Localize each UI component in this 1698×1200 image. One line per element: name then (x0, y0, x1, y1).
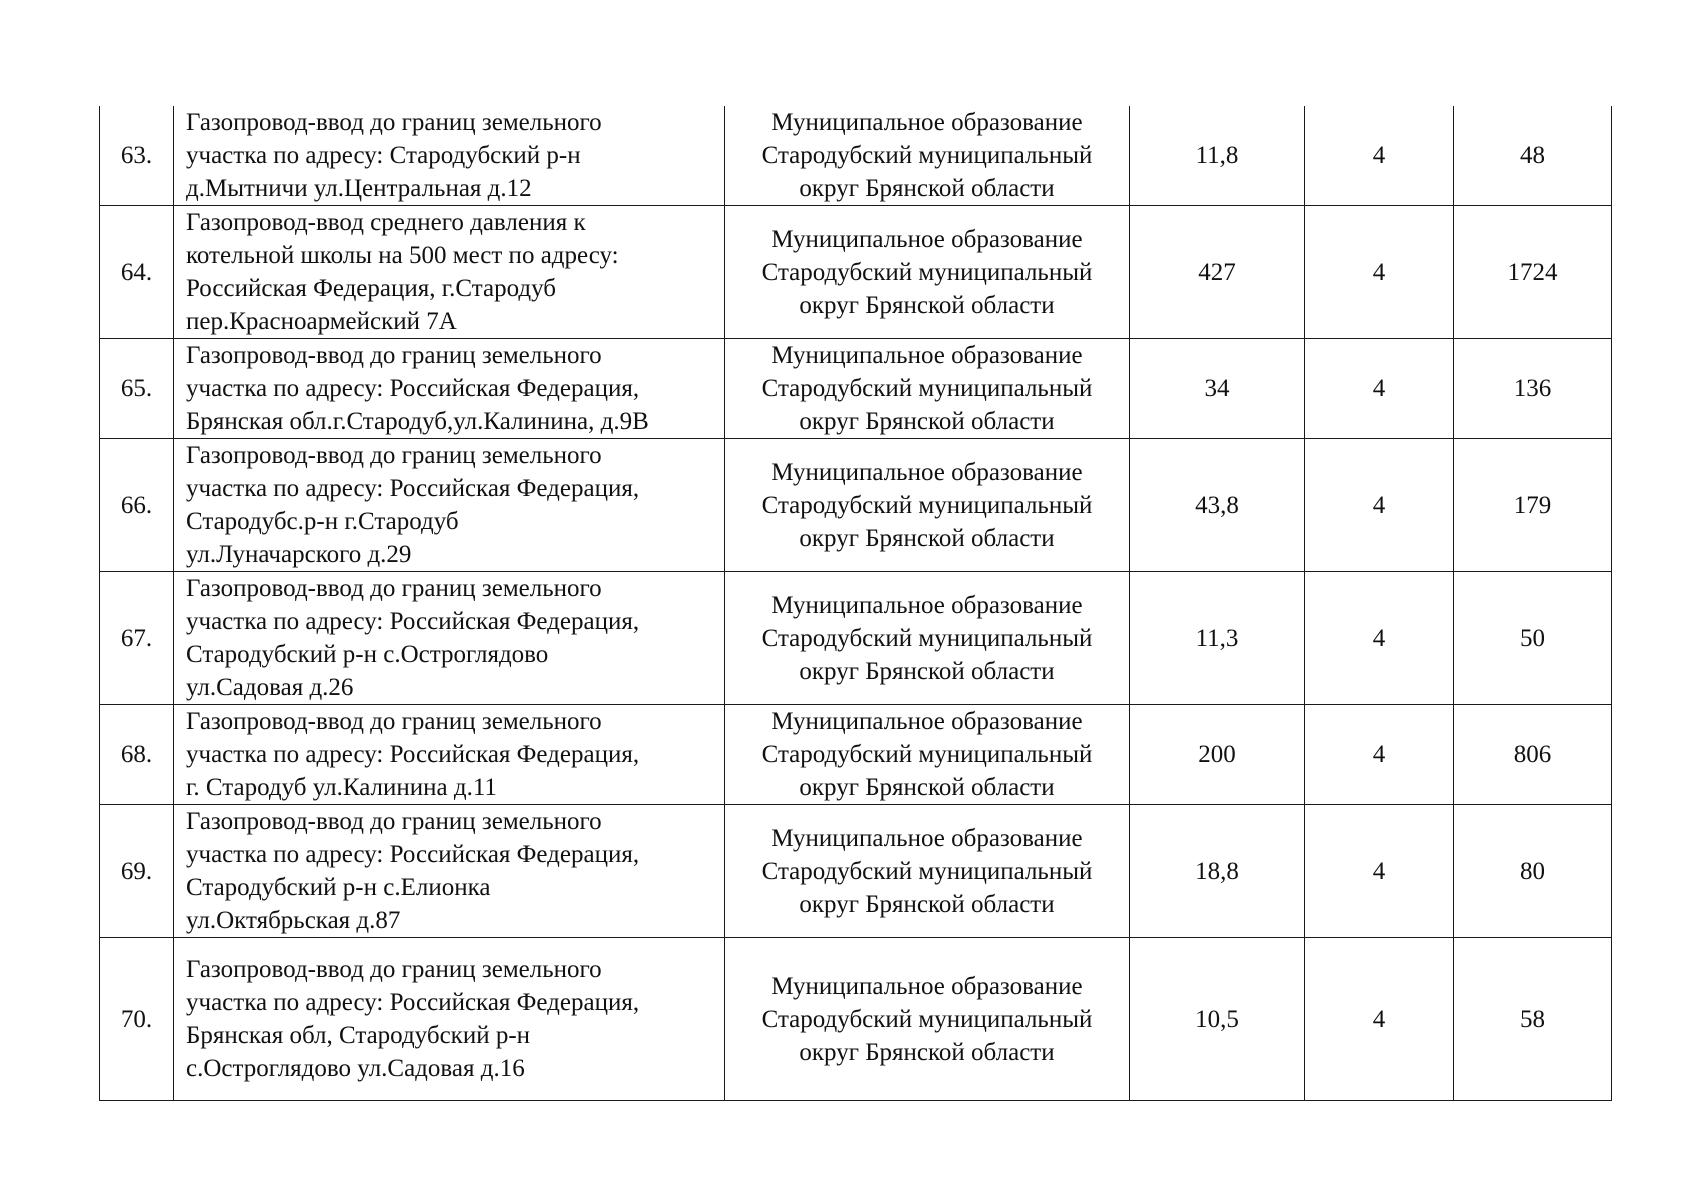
description-line: ул.Луначарского д.29 (186, 541, 412, 568)
description-line: участка по адресу: Стародубский р-н (186, 142, 581, 169)
table-row (100, 439, 1612, 572)
description-line: д.Мытничи ул.Центральная д.12 (186, 175, 532, 202)
owner-line: округ Брянской области (799, 1038, 1055, 1066)
owner-cell (725, 938, 1130, 1101)
total-cell: 80 (1454, 805, 1612, 938)
length-cell: 18,8 (1130, 805, 1305, 938)
table-row (100, 572, 1612, 705)
length-cell: 200 (1130, 705, 1305, 805)
description-line: котельной школы на 500 мест по адресу: (186, 242, 619, 269)
row-number: 65. (100, 339, 174, 439)
description-line: Брянская обл.г.Стародуб,ул.Калинина, д.9В (186, 408, 649, 435)
description-line: Газопровод-ввод до границ земельного (186, 109, 602, 136)
table-row (100, 206, 1612, 339)
description-line: Стародубский р-н с.Елионка (186, 874, 491, 901)
rate-cell: 4 (1305, 705, 1454, 805)
length-cell: 11,3 (1130, 572, 1305, 705)
table-body (100, 106, 1612, 1101)
owner-line: округ Брянской области (799, 408, 1055, 435)
total-cell: 58 (1454, 938, 1612, 1101)
length-cell: 10,5 (1130, 938, 1305, 1101)
owner-line: Стародубский муниципальный (761, 258, 1093, 286)
total-cell: 806 (1454, 705, 1612, 805)
description-line: участка по адресу: Российская Федерация, (186, 841, 640, 868)
total-cell: 136 (1454, 339, 1612, 439)
object-description (174, 805, 725, 938)
length-cell: 11,8 (1130, 106, 1305, 206)
owner-line: Муниципальное образование (771, 109, 1083, 136)
table-row (100, 805, 1612, 938)
row-number: 63. (100, 106, 174, 206)
owner-cell (725, 339, 1130, 439)
rate-cell: 4 (1305, 339, 1454, 439)
total-cell: 179 (1454, 439, 1612, 572)
length-cell: 34 (1130, 339, 1305, 439)
object-description (174, 705, 725, 805)
description-line: Российская Федерация, г.Стародуб (186, 275, 556, 302)
rate-cell: 4 (1305, 572, 1454, 705)
owner-line: Стародубский муниципальный (761, 857, 1093, 885)
description-line: участка по адресу: Российская Федерация, (186, 608, 640, 635)
description-line: Газопровод-ввод до границ земельного (186, 342, 602, 369)
object-description (174, 106, 725, 206)
owner-line: Стародубский муниципальный (761, 491, 1093, 519)
owner-line: Стародубский муниципальный (761, 741, 1093, 768)
description-line: участка по адресу: Российская Федерация, (186, 375, 640, 402)
description-line: Газопровод-ввод до границ земельного (186, 808, 602, 835)
description-line: Газопровод-ввод до границ земельного (186, 708, 602, 735)
total-cell: 48 (1454, 106, 1612, 206)
rate-cell: 4 (1305, 206, 1454, 339)
description-line: Газопровод-ввод до границ земельного (186, 442, 602, 469)
table-row (100, 938, 1612, 1101)
rate-cell: 4 (1305, 106, 1454, 206)
owner-line: Стародубский муниципальный (761, 624, 1093, 652)
gas-pipeline-registry-table (99, 106, 1612, 1101)
row-number: 67. (100, 572, 174, 705)
description-line: г. Стародуб ул.Калинина д.11 (186, 774, 497, 801)
description-line: Газопровод-ввод до границ земельного (186, 575, 602, 602)
length-cell: 43,8 (1130, 439, 1305, 572)
table-row (100, 339, 1612, 439)
row-number: 70. (100, 938, 174, 1101)
owner-cell (725, 705, 1130, 805)
row-number: 69. (100, 805, 174, 938)
owner-line: Стародубский муниципальный (761, 1005, 1093, 1033)
owner-line: Муниципальное образование (771, 824, 1083, 852)
owner-line: Муниципальное образование (771, 225, 1083, 253)
owner-line: округ Брянской области (799, 890, 1055, 918)
rate-cell: 4 (1305, 439, 1454, 572)
owner-line: округ Брянской области (799, 291, 1055, 319)
owner-line: Муниципальное образование (771, 342, 1083, 369)
object-description (174, 339, 725, 439)
table-row (100, 705, 1612, 805)
owner-line: Муниципальное образование (771, 708, 1083, 735)
rate-cell: 4 (1305, 805, 1454, 938)
owner-line: Муниципальное образование (771, 972, 1083, 1000)
object-description (174, 572, 725, 705)
row-number: 64. (100, 206, 174, 339)
owner-line: округ Брянской области (799, 524, 1055, 552)
description-line: ул.Октябрьская д.87 (186, 907, 401, 934)
description-line: участка по адресу: Российская Федерация, (186, 741, 640, 768)
owner-line: округ Брянской области (799, 774, 1055, 801)
description-line: Брянская обл, Стародубский р-н (186, 1022, 531, 1049)
owner-line: Стародубский муниципальный (761, 375, 1093, 402)
table-row (100, 106, 1612, 206)
owner-line: округ Брянской области (799, 175, 1055, 202)
length-cell: 427 (1130, 206, 1305, 339)
description-line: Газопровод-ввод среднего давления к (186, 209, 586, 236)
owner-cell (725, 206, 1130, 339)
description-line: участка по адресу: Российская Федерация, (186, 475, 640, 502)
row-number: 66. (100, 439, 174, 572)
description-line: Стародубс.р-н г.Стародуб (186, 508, 459, 535)
owner-line: Стародубский муниципальный (761, 142, 1093, 169)
description-line: ул.Садовая д.26 (186, 674, 354, 701)
total-cell: 1724 (1454, 206, 1612, 339)
description-line: пер.Красноармейский 7А (186, 308, 457, 335)
row-number: 68. (100, 705, 174, 805)
object-description (174, 439, 725, 572)
object-description (174, 938, 725, 1101)
description-line: с.Остроглядово ул.Садовая д.16 (186, 1055, 525, 1082)
description-line: Газопровод-ввод до границ земельного (186, 956, 602, 983)
owner-line: Муниципальное образование (771, 458, 1083, 486)
rate-cell: 4 (1305, 938, 1454, 1101)
owner-cell (725, 106, 1130, 206)
description-line: участка по адресу: Российская Федерация, (186, 989, 640, 1016)
owner-line: Муниципальное образование (771, 591, 1083, 619)
total-cell: 50 (1454, 572, 1612, 705)
object-description (174, 206, 725, 339)
description-line: Стародубский р-н с.Остроглядово (186, 641, 549, 668)
owner-cell (725, 572, 1130, 705)
owner-cell (725, 439, 1130, 572)
owner-cell (725, 805, 1130, 938)
owner-line: округ Брянской области (799, 657, 1055, 685)
